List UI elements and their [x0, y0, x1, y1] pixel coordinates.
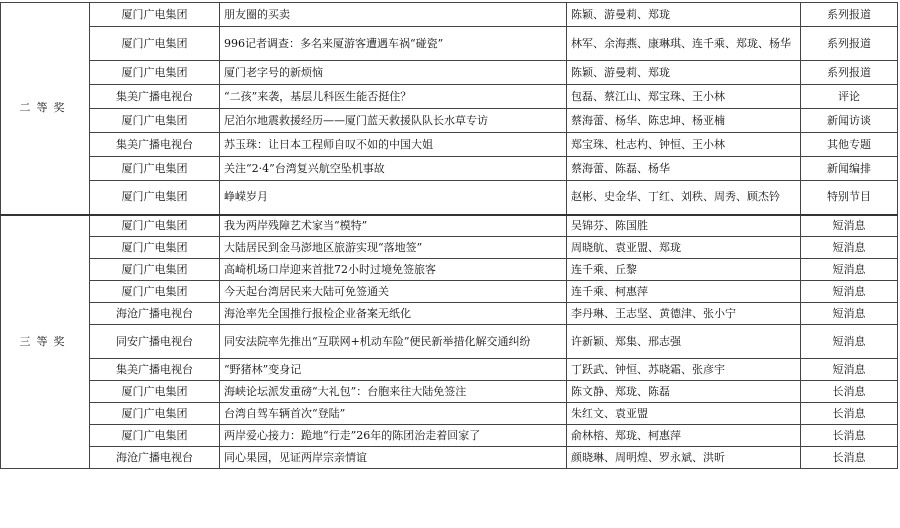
title-cell: 大陆居民到金马澎地区旅游实现“落地签” — [220, 237, 567, 259]
authors-cell: 赵彬、史金华、丁红、刘秩、周秀、顾杰钤 — [567, 181, 801, 215]
award-table — [0, 2, 898, 469]
title-cell: 海峡论坛派发重磅“大礼包”：台胞来往大陆免签注 — [220, 381, 567, 403]
table-row — [1, 447, 898, 469]
authors-cell: 朱红文、袁亚盟 — [567, 403, 801, 425]
authors-cell: 许新颖、郑集、邢志强 — [567, 325, 801, 359]
category-cell: 其他专题 — [801, 133, 898, 157]
title-cell: 今天起台湾居民来大陆可免签通关 — [220, 281, 567, 303]
unit-cell: 厦门广电集团 — [90, 61, 220, 85]
title-cell: 海沧率先全国推行报检企业备案无纸化 — [220, 303, 567, 325]
category-cell: 短消息 — [801, 303, 898, 325]
table-row — [1, 381, 898, 403]
title-cell: 峥嵘岁月 — [220, 181, 567, 215]
title-cell: 两岸爱心接力：跪地“行走”26年的陈团治走着回家了 — [220, 425, 567, 447]
authors-cell: 包磊、蔡江山、郑宝珠、王小林 — [567, 85, 801, 109]
category-cell: 长消息 — [801, 381, 898, 403]
category-cell: 短消息 — [801, 359, 898, 381]
authors-cell: 陈颖、游曼莉、郑珑 — [567, 3, 801, 27]
authors-cell: 蔡海蕾、陈磊、杨华 — [567, 157, 801, 181]
unit-cell: 海沧广播电视台 — [90, 303, 220, 325]
authors-cell: 颜晓琳、周明煌、罗永斌、洪昕 — [567, 447, 801, 469]
table-row — [1, 27, 898, 61]
unit-cell: 厦门广电集团 — [90, 381, 220, 403]
table-row — [1, 215, 898, 237]
unit-cell: 集美广播电视台 — [90, 133, 220, 157]
table-row — [1, 425, 898, 447]
table-row — [1, 109, 898, 133]
title-cell: 厦门老字号的新烦恼 — [220, 61, 567, 85]
table-row — [1, 281, 898, 303]
table-row — [1, 237, 898, 259]
title-cell: 尼泊尔地震救援经历——厦门蓝天救援队队长水草专访 — [220, 109, 567, 133]
grade-label-third: 三等奖 — [1, 215, 90, 469]
unit-cell: 厦门广电集团 — [90, 157, 220, 181]
authors-cell: 吴锦芬、陈国胜 — [567, 215, 801, 237]
category-cell: 评论 — [801, 85, 898, 109]
title-cell: 同心果园，见证两岸宗亲情谊 — [220, 447, 567, 469]
unit-cell: 厦门广电集团 — [90, 237, 220, 259]
unit-cell: 厦门广电集团 — [90, 281, 220, 303]
unit-cell: 厦门广电集团 — [90, 109, 220, 133]
title-cell: 苏玉珠：让日本工程师自叹不如的中国大姐 — [220, 133, 567, 157]
title-cell: 关注“2·4”台湾复兴航空坠机事故 — [220, 157, 567, 181]
unit-cell: 厦门广电集团 — [90, 3, 220, 27]
category-cell: 系列报道 — [801, 3, 898, 27]
title-cell: “二孩”来袭，基层儿科医生能否挺住？ — [220, 85, 567, 109]
authors-cell: 连千乘、丘黎 — [567, 259, 801, 281]
title-cell: 996记者调查：多名来厦游客遭遇车祸“碰瓷” — [220, 27, 567, 61]
table-row — [1, 403, 898, 425]
table-row — [1, 359, 898, 381]
grade-label-second: 二等奖 — [1, 3, 90, 215]
table-row — [1, 3, 898, 27]
table-row — [1, 85, 898, 109]
unit-cell: 厦门广电集团 — [90, 27, 220, 61]
category-cell: 短消息 — [801, 325, 898, 359]
table-row — [1, 181, 898, 215]
table-row — [1, 157, 898, 181]
unit-cell: 厦门广电集团 — [90, 181, 220, 215]
unit-cell: 同安广播电视台 — [90, 325, 220, 359]
authors-cell: 俞林榕、郑珑、柯惠萍 — [567, 425, 801, 447]
unit-cell: 厦门广电集团 — [90, 403, 220, 425]
authors-cell: 蔡海蕾、杨华、陈忠坤、杨亚楠 — [567, 109, 801, 133]
category-cell: 系列报道 — [801, 27, 898, 61]
table-row — [1, 303, 898, 325]
table-row — [1, 133, 898, 157]
unit-cell: 海沧广播电视台 — [90, 447, 220, 469]
unit-cell: 厦门广电集团 — [90, 215, 220, 237]
category-cell: 特别节目 — [801, 181, 898, 215]
unit-cell: 集美广播电视台 — [90, 359, 220, 381]
category-cell: 短消息 — [801, 281, 898, 303]
authors-cell: 林军、余海燕、康琳琪、连千乘、郑珑、杨华 — [567, 27, 801, 61]
title-cell: 高崎机场口岸迎来首批72小时过境免签旅客 — [220, 259, 567, 281]
category-cell: 短消息 — [801, 237, 898, 259]
table-row — [1, 325, 898, 359]
table-row — [1, 259, 898, 281]
unit-cell: 集美广播电视台 — [90, 85, 220, 109]
category-cell: 长消息 — [801, 403, 898, 425]
unit-cell: 厦门广电集团 — [90, 259, 220, 281]
title-cell: 我为两岸残障艺术家当“模特” — [220, 215, 567, 237]
category-cell: 长消息 — [801, 447, 898, 469]
category-cell: 短消息 — [801, 259, 898, 281]
authors-cell: 周晓航、袁亚盟、郑珑 — [567, 237, 801, 259]
category-cell: 新闻访谈 — [801, 109, 898, 133]
category-cell: 系列报道 — [801, 61, 898, 85]
authors-cell: 李丹琳、王志坚、黄德津、张小宁 — [567, 303, 801, 325]
authors-cell: 连千乘、柯惠萍 — [567, 281, 801, 303]
category-cell: 短消息 — [801, 215, 898, 237]
title-cell: 同安法院率先推出“互联网+机动车险”便民新举措化解交通纠纷 — [220, 325, 567, 359]
table-row — [1, 61, 898, 85]
title-cell: 朋友圈的买卖 — [220, 3, 567, 27]
authors-cell: 郑宝珠、杜志杓、钟恒、王小林 — [567, 133, 801, 157]
authors-cell: 丁跃武、钟恒、苏晓霜、张彦宇 — [567, 359, 801, 381]
title-cell: “野猪林”变身记 — [220, 359, 567, 381]
authors-cell: 陈颖、游曼莉、郑珑 — [567, 61, 801, 85]
title-cell: 台湾自驾车辆首次“登陆” — [220, 403, 567, 425]
category-cell: 新闻编排 — [801, 157, 898, 181]
category-cell: 长消息 — [801, 425, 898, 447]
unit-cell: 厦门广电集团 — [90, 425, 220, 447]
authors-cell: 陈文静、郑珑、陈磊 — [567, 381, 801, 403]
